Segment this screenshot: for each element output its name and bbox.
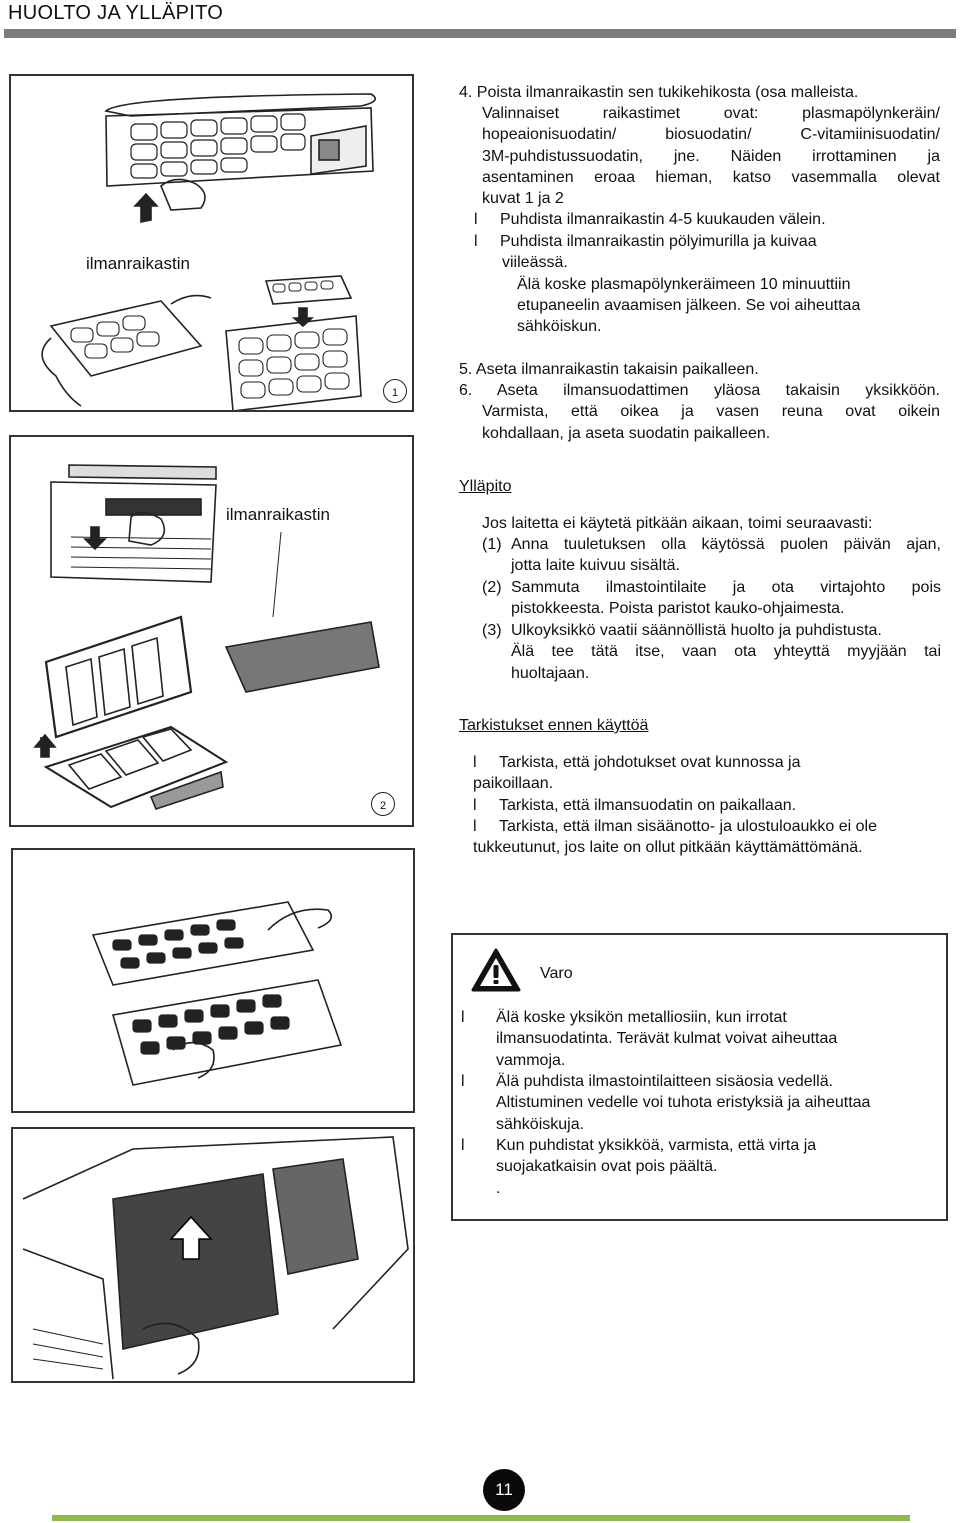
figure-3-box	[11, 848, 415, 1113]
bullet-mark: l	[473, 754, 477, 771]
step4-note-1: Älä koske plasmapölynkeräimeen 10 minuuttiin	[517, 276, 851, 293]
item-number: (2)	[482, 579, 502, 596]
footer-accent-bar	[52, 1515, 910, 1521]
bullet-mark: l	[461, 1073, 465, 1090]
item-number: (3)	[482, 622, 502, 639]
bullet-text: Tarkista, että ilmansuodatin on paikallaan.	[499, 797, 797, 814]
bullet-mark: l	[473, 797, 477, 814]
item-number: (1)	[482, 536, 502, 553]
warning-item-2	[461, 1071, 941, 1135]
bullet-line: ilmansuodatinta. Terävät kulmat voivat aiheuttaa	[496, 1030, 838, 1048]
step6-line-2: Varmista, että oikea ja vasen reuna ovat oikein	[482, 403, 940, 420]
step5-line: 5. Aseta ilmanraikastin takaisin paikalleen.	[459, 361, 759, 378]
step4-note-2: etupaneelin avaamisen jälkeen. Se voi aiheuttaa	[517, 297, 861, 314]
checks-heading: Tarkistukset ennen käyttöä	[459, 717, 649, 734]
checks-item-1	[473, 752, 943, 795]
checks-item-2	[473, 795, 943, 816]
maintenance-item-2	[482, 577, 941, 620]
bullet-line: Altistuminen vedelle voi tuhota eristyksiä ja aiheuttaa	[496, 1094, 871, 1112]
step4-line-1: 4. Poista ilmanraikastin sen tukikehikosta (osa malleista.	[459, 84, 859, 101]
bullet-line: vammoja.	[496, 1051, 566, 1069]
item-line: Ulkoyksikkö vaatii säännöllistä huolto ja puhdistusta.	[511, 622, 882, 639]
figure-2-number: 2	[371, 792, 395, 816]
step4-line-5: asentaminen eroaa hieman, katso vasemmalla olevat	[482, 169, 940, 186]
bullet-mark: l	[461, 1009, 465, 1026]
item-line: Sammuta ilmastointilaite ja ota virtajohto pois	[511, 579, 941, 596]
bullet-text: Puhdista ilmanraikastin 4-5 kuukauden välein.	[500, 211, 826, 228]
bullet-mark: l	[474, 233, 478, 250]
figure-2-box	[9, 435, 414, 827]
step4-line-6: kuvat 1 ja 2	[482, 190, 564, 207]
warning-triangle-icon	[470, 947, 522, 993]
step6-line-3: kohdallaan, ja aseta suodatin paikalleen.	[482, 425, 771, 442]
step4-line-2: Valinnaiset raikastimet ovat: plasmapölynkeräin/	[482, 105, 940, 122]
bullet-text-cont: tukkeutunut, jos laite on ollut pitkään käyttämättömänä.	[473, 839, 863, 857]
maintenance-heading: Ylläpito	[459, 478, 512, 495]
figure-1-label: ilmanraikastin	[86, 254, 190, 273]
maintenance-item-3	[482, 620, 941, 684]
page-number-badge: 11	[483, 1469, 525, 1511]
figure-1-illustration	[11, 76, 414, 412]
warning-title: Varo	[540, 965, 573, 982]
figure-1-box	[9, 74, 414, 412]
bullet-line: Kun puhdistat yksikköä, varmista, että virta ja	[496, 1137, 817, 1154]
item-line: jotta laite kuivuu sisältä.	[511, 557, 680, 575]
bullet-line: Älä koske yksikön metalliosiin, kun irrotat	[496, 1009, 787, 1026]
header-divider	[4, 29, 956, 38]
figure-1-number: 1	[383, 379, 407, 403]
step4-bullet-2	[474, 231, 944, 252]
step4-line-4: 3M-puhdistussuodatin, jne. Näiden irrottaminen ja	[482, 148, 940, 165]
bullet-text: Tarkista, että ilman sisäänotto- ja ulostuloaukko ei ole	[499, 818, 877, 835]
step4-bullet-2-cont: viileässä.	[502, 254, 568, 271]
bullet-line: suojakatkaisin ovat pois päältä.	[496, 1158, 718, 1176]
step6-line-1: 6. Aseta ilmansuodattimen yläosa takaisin yksikköön.	[459, 382, 940, 399]
page-header-title: HUOLTO JA YLLÄPITO	[8, 2, 224, 24]
item-line: huoltajaan.	[511, 664, 590, 682]
step4-note-3: sähköiskun.	[517, 318, 602, 335]
item-line: Anna tuuletuksen olla käytössä puolen päivän ajan,	[511, 536, 941, 553]
warning-item-1	[461, 1007, 941, 1071]
bullet-line: .	[496, 1179, 501, 1197]
figure-2-label: ilmanraikastin	[226, 505, 330, 524]
bullet-line: sähköiskuja.	[496, 1115, 585, 1133]
step4-bullet-1	[474, 209, 944, 230]
checks-item-3	[473, 816, 943, 859]
bullet-mark: l	[473, 818, 477, 835]
bullet-mark: l	[461, 1137, 465, 1154]
step4-line-3: hopeaionisuodatin/ biosuodatin/ C-vitamiinisuodatin/	[482, 126, 940, 143]
figure-4-box	[11, 1127, 415, 1383]
warning-item-3	[461, 1135, 941, 1199]
maintenance-item-1	[482, 534, 941, 577]
bullet-text: Puhdista ilmanraikastin pölyimurilla ja kuivaa	[500, 233, 817, 250]
item-line: Älä tee tätä itse, vaan ota yhteyttä myyjään tai	[511, 643, 941, 661]
bullet-text-cont: paikoillaan.	[473, 775, 554, 793]
figure-4-illustration	[13, 1129, 415, 1383]
bullet-mark: l	[474, 211, 478, 228]
figure-2-illustration	[11, 437, 414, 827]
item-line: pistokkeesta. Poista paristot kauko-ohjaimesta.	[511, 600, 845, 618]
figure-3-illustration	[13, 850, 415, 1113]
maintenance-intro: Jos laitetta ei käytetä pitkään aikaan, toimi seuraavasti:	[482, 515, 873, 532]
bullet-text: Tarkista, että johdotukset ovat kunnossa ja	[499, 754, 801, 771]
bullet-line: Älä puhdista ilmastointilaitteen sisäosia vedellä.	[496, 1073, 834, 1090]
